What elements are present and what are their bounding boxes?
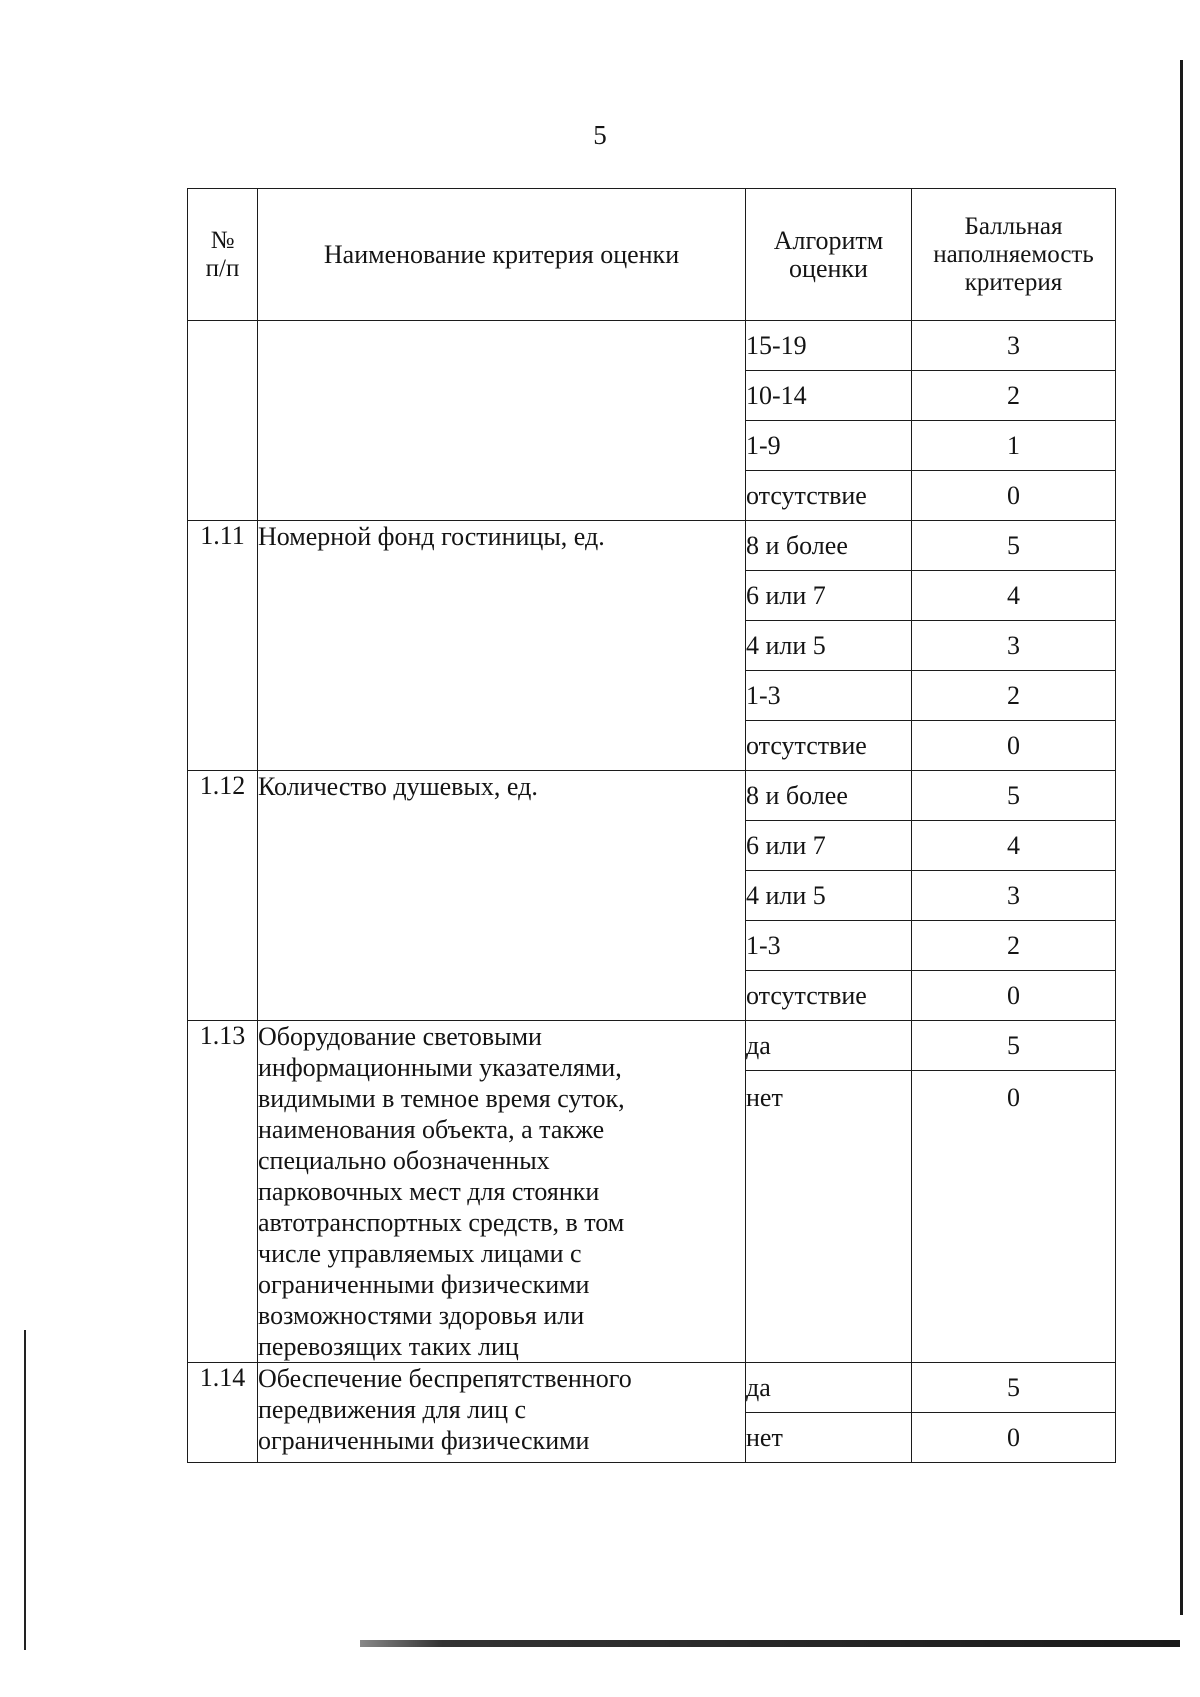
header-number-line: п/п — [205, 254, 240, 282]
score-cell: 5 — [912, 1363, 1116, 1413]
criterion-name-line: наименования объекта, а также — [258, 1115, 605, 1144]
criterion-number-cell: 1.14 — [188, 1363, 258, 1463]
score-cell: 2 — [912, 921, 1116, 971]
criterion-name-line: автотранспортных средств, в том — [258, 1208, 625, 1237]
scan-edge-left — [24, 1330, 26, 1650]
algorithm-cell: отсутствие — [746, 971, 912, 1021]
score-cell: 5 — [912, 521, 1116, 571]
score-cell: 4 — [912, 821, 1116, 871]
table-header-row — [188, 189, 1116, 321]
header-score-line: наполняемость — [933, 240, 1094, 268]
criterion-name-cell — [258, 1363, 746, 1463]
criterion-name-line: возможностями здоровья или — [258, 1301, 585, 1330]
scan-edge-bottom — [360, 1640, 1180, 1647]
criterion-name-line: информационными указателями, — [258, 1053, 622, 1082]
algorithm-cell: 8 и более — [746, 771, 912, 821]
criterion-name-line: перевозящих таких лиц — [258, 1332, 519, 1361]
algorithm-cell: 6 или 7 — [746, 821, 912, 871]
score-cell: 0 — [912, 721, 1116, 771]
algorithm-cell: да — [746, 1021, 912, 1071]
header-number — [188, 189, 258, 321]
criterion-name-line: видимыми в темное время суток, — [258, 1084, 625, 1113]
table-row — [188, 1021, 1116, 1071]
score-cell: 1 — [912, 421, 1116, 471]
algorithm-cell: нет — [746, 1413, 912, 1463]
criterion-name-line: ограниченными физическими — [258, 1270, 590, 1299]
table-row — [188, 1363, 1116, 1413]
criterion-name-line: специально обозначенных — [258, 1146, 550, 1175]
criterion-number-cell: 1.13 — [188, 1021, 258, 1363]
score-cell: 0 — [912, 1071, 1116, 1363]
criterion-name-cell — [258, 1021, 746, 1363]
score-cell: 0 — [912, 471, 1116, 521]
table-row — [188, 321, 1116, 371]
score-cell: 5 — [912, 771, 1116, 821]
header-score-line: Балльная — [964, 212, 1063, 240]
algorithm-cell: отсутствие — [746, 471, 912, 521]
algorithm-cell: 8 и более — [746, 521, 912, 571]
criterion-name-cell — [258, 321, 746, 521]
score-cell: 3 — [912, 621, 1116, 671]
criterion-name-line: Оборудование световыми — [258, 1022, 542, 1051]
score-cell: 3 — [912, 871, 1116, 921]
algorithm-cell: 1-3 — [746, 921, 912, 971]
page-number: 5 — [593, 120, 607, 150]
algorithm-cell: нет — [746, 1071, 912, 1363]
header-algorithm-line: оценки — [789, 253, 868, 283]
header-number-line: № — [210, 226, 235, 254]
header-algorithm — [746, 189, 912, 321]
criterion-number-cell — [188, 321, 258, 521]
algorithm-cell: 10-14 — [746, 371, 912, 421]
criterion-name-line: передвижения для лиц с — [258, 1395, 527, 1424]
criterion-name-cell: Количество душевых, ед. — [258, 771, 746, 1021]
score-cell: 2 — [912, 371, 1116, 421]
algorithm-cell: 1-9 — [746, 421, 912, 471]
table-row — [188, 521, 1116, 571]
criteria-table — [187, 188, 1116, 1463]
algorithm-cell: 15-19 — [746, 321, 912, 371]
algorithm-cell: 6 или 7 — [746, 571, 912, 621]
header-criterion-name: Наименование критерия оценки — [258, 189, 746, 321]
score-cell: 0 — [912, 1413, 1116, 1463]
criterion-name-line: ограниченными физическими — [258, 1426, 590, 1455]
score-cell: 3 — [912, 321, 1116, 371]
scan-edge-right — [1180, 60, 1183, 1615]
header-algorithm-line: Алгоритм — [773, 225, 884, 255]
algorithm-cell: да — [746, 1363, 912, 1413]
criterion-number-cell: 1.11 — [188, 521, 258, 771]
algorithm-cell: отсутствие — [746, 721, 912, 771]
criterion-name-line: Обеспечение беспрепятственного — [258, 1364, 632, 1393]
score-cell: 0 — [912, 971, 1116, 1021]
algorithm-cell: 4 или 5 — [746, 621, 912, 671]
header-score-line: критерия — [964, 268, 1063, 296]
algorithm-cell: 4 или 5 — [746, 871, 912, 921]
score-cell: 4 — [912, 571, 1116, 621]
criterion-name-line: парковочных мест для стоянки — [258, 1177, 600, 1206]
criterion-name-cell: Номерной фонд гостиницы, ед. — [258, 521, 746, 771]
algorithm-cell: 1-3 — [746, 671, 912, 721]
criterion-name-line: числе управляемых лицами с — [258, 1239, 582, 1268]
score-cell: 2 — [912, 671, 1116, 721]
criterion-number-cell: 1.12 — [188, 771, 258, 1021]
score-cell: 5 — [912, 1021, 1116, 1071]
header-score — [912, 189, 1116, 321]
table-row — [188, 771, 1116, 821]
